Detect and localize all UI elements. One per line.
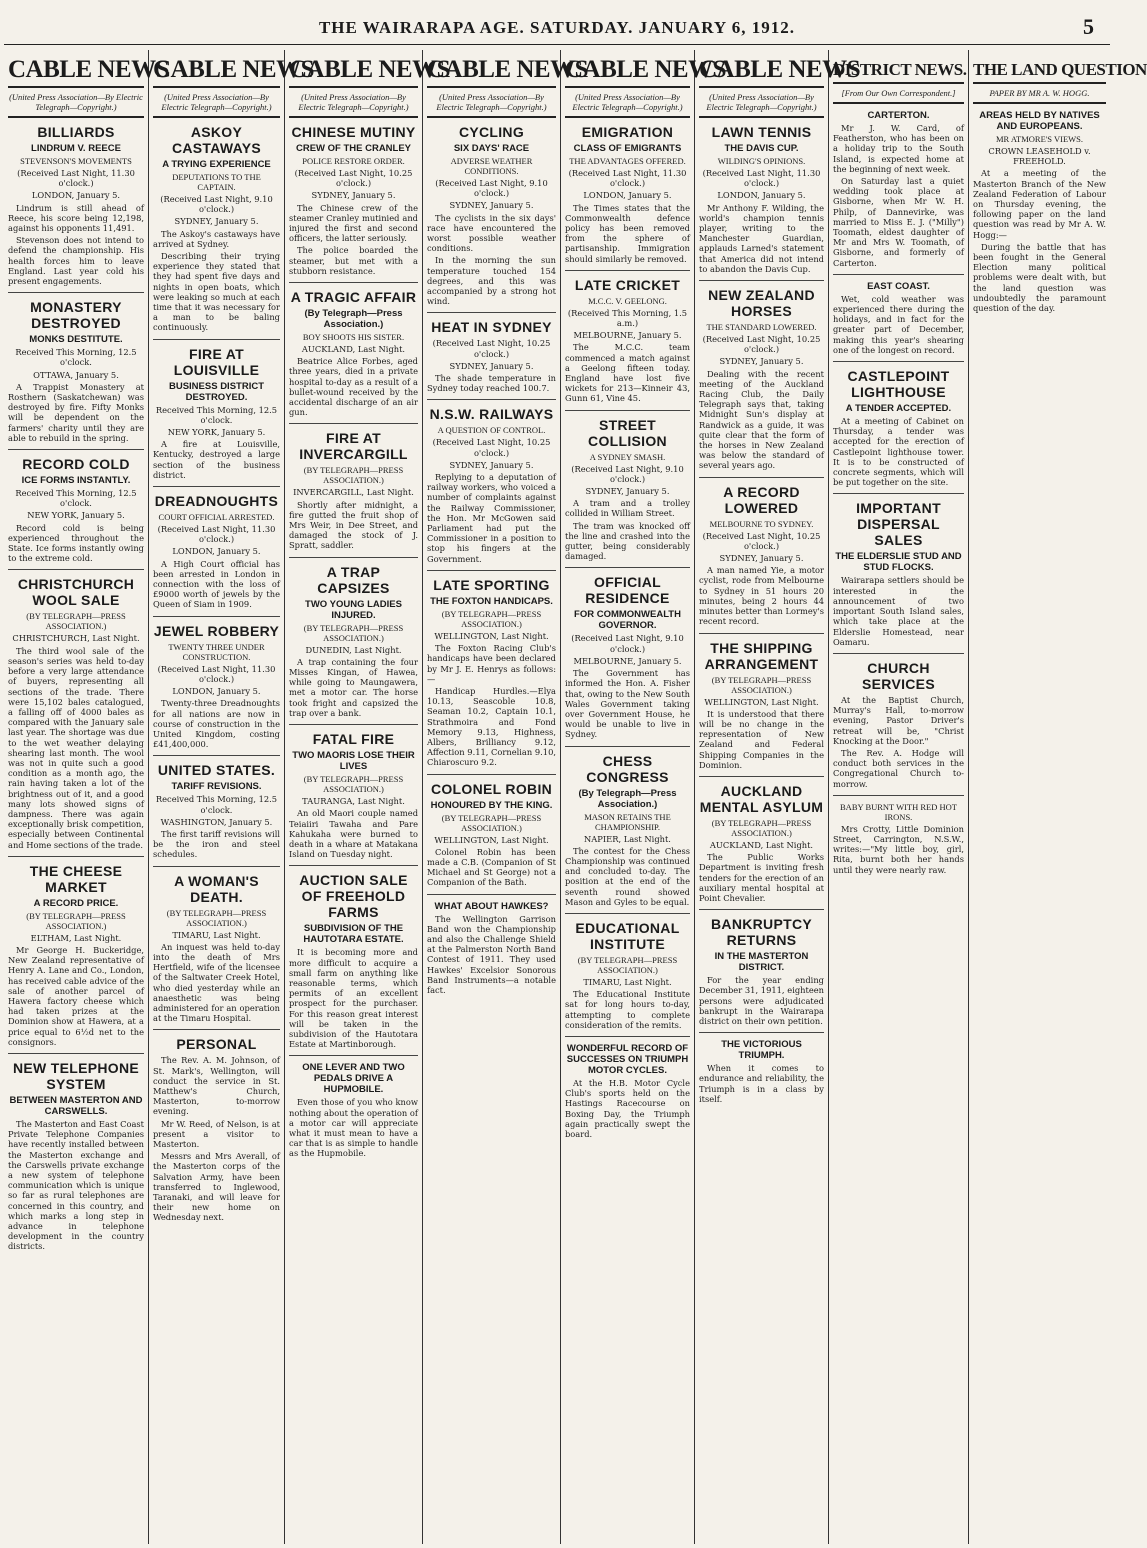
article-kicker: (BY TELEGRAPH—PRESS ASSOCIATION.) (26, 910, 126, 931)
article (833, 110, 964, 275)
article (8, 299, 144, 450)
article-kicker: BABY BURNT WITH RED HOT IRONS. (840, 801, 957, 822)
article-subheadline: CREW OF THE CRANLEY (295, 143, 412, 154)
article (8, 1060, 144, 1258)
article-paragraph: DUNEDIN, Last Night. (305, 644, 402, 655)
article-headline: A RECORD LOWERED (723, 483, 800, 516)
article-paragraph: Handicap Hurdles.—Elya 10.13, Seascoble 10.8, Seaman 10.2, Captain 10.1, Strathmoira and Fond Memory 9.13, Highness, Albers, Brilliancy 9.12, Affection 9.11, Cornelian 9.10, Chiaroscuro 9.2. (427, 685, 556, 768)
column-byline: (United Press Association—By Electric Telegraph—Copyright.) (699, 92, 824, 118)
article (153, 873, 280, 1031)
article-headline: A TRAGIC AFFAIR (290, 289, 417, 306)
article-subheadline: WONDERFUL RECORD OF SUCCESSES ON TRIUMPH MOTOR CYCLES. (566, 1042, 689, 1076)
article-paragraph: At the Baptist Church, Murray's Hall, to-morrow evening, Pastor Driver's retreat will be, "Christ Knocking at the Door." (833, 694, 964, 746)
column-2 (149, 50, 315, 1544)
column-3 (285, 50, 451, 1544)
article-kicker: (BY TELEGRAPH—PRESS ASSOCIATION.) (441, 608, 542, 629)
column-7 (829, 50, 969, 1544)
article-headline: CHESS CONGRESS (586, 752, 669, 785)
article (427, 124, 556, 313)
article-subheadline: TARIFF REVISIONS. (171, 781, 262, 793)
article-kicker: BOY SHOOTS HIS SISTER. (302, 332, 405, 343)
column-byline: (United Press Association—By Electric Telegraph—Copyright.) (153, 92, 280, 118)
article (565, 417, 690, 569)
article-headline: LATE SPORTING (433, 576, 550, 593)
article-headline: CYCLING (458, 124, 525, 140)
article-headline: FIRE AT INVERCARGILL (299, 430, 408, 463)
article-headline: DREADNOUGHTS (154, 493, 279, 510)
article (289, 872, 418, 1056)
article-subheadline: ONE LEVER AND TWO PEDALS DRIVE A HUPMOBILE. (302, 1062, 405, 1096)
article-paragraph: (Received Last Night, 10.25 o'clock.) (432, 338, 551, 359)
article-paragraph: Messrs and Mrs Averall, of the Masterton corps of the Salvation Army, have been transferred to Inglewood, Taranaki, and will leave for their new home on Wednesday next. (153, 1151, 280, 1223)
article-paragraph: Received This Morning, 12.5 o'clock. (155, 794, 278, 815)
column-heading: CABLE NEWS (565, 50, 690, 88)
article-paragraph: The cyclists in the six days' race have encountered the worst possible weather conditions. (427, 212, 556, 254)
article-paragraph: Mr Anthony F. Wilding, the world's champion tennis player, writing to the Manchester Guardian, applauds Larned's statement that America did not intend to abandon the Davis Cup. (699, 202, 824, 274)
article-paragraph: (Received Last Night, 9.10 o'clock.) (571, 633, 684, 654)
article-headline: JEWEL ROBBERY (153, 622, 280, 639)
article (565, 124, 690, 271)
article (289, 1062, 418, 1164)
article-paragraph: Replying to a deputation of railway workers, who voiced a number of complaints against the Railway Commissioner, the Hon. Mr McGowen said Parliament had put the Commissioner in a position to stop his fingers at the Government. (427, 472, 556, 564)
article (289, 564, 418, 725)
article (8, 456, 144, 570)
article-headline: HEAT IN SYDNEY (431, 319, 552, 336)
article (427, 577, 556, 775)
article-paragraph: (Received Last Night, 10.25 o'clock.) (702, 334, 821, 355)
article-paragraph: SYDNEY, January 5. (449, 459, 534, 470)
article-subheadline: THE DAVIS CUP. (724, 143, 799, 154)
article-subheadline: A TENDER ACCEPTED. (845, 403, 952, 415)
article-paragraph: MELBOURNE, January 5. (573, 330, 682, 341)
article-kicker: (BY TELEGRAPH—PRESS ASSOCIATION.) (166, 907, 267, 928)
article (699, 124, 824, 281)
column-heading: DISTRICT NEWS. (833, 50, 964, 84)
masthead-rule (4, 44, 1110, 45)
article (153, 493, 280, 617)
article-paragraph: Dealing with the recent meeting of the Auckland Racing Club, the Daily Telegraph says that, taking Midnight Sun's display at Randwick as a guide, it was quite clear that the form of the horses in New Zealand was below the standard of several years ago. (699, 368, 824, 471)
article-headline: IMPORTANT DISPERSAL SALES (856, 500, 941, 549)
article-paragraph: (Received Last Night, 10.25 o'clock.) (294, 168, 413, 189)
column-1 (4, 50, 170, 1544)
article-paragraph: NEW YORK, January 5. (27, 510, 125, 521)
article (427, 319, 556, 400)
article-paragraph: (Received Last Night, 9.10 o'clock.) (435, 178, 548, 199)
article-paragraph: At the H.B. Motor Cycle Club's sports held on the Hastings Racecourse on Boxing Day, the Triumph again practically swept the board. (565, 1077, 690, 1139)
article (699, 783, 824, 910)
article-paragraph: Beatrice Alice Forbes, aged three years, died in a private hospital to-day as a result of a bullet-wound received by the accidental discharge of an air gun. (289, 356, 418, 418)
column-heading: CABLE NEWS (289, 50, 418, 88)
article-paragraph: (Received This Morning, 1.5 a.m.) (567, 307, 688, 329)
article-subheadline: A TRYING EXPERIENCE (162, 159, 271, 170)
article-paragraph: NEW YORK, January 5. (167, 427, 266, 438)
article-paragraph: A Trappist Monastery at Rosthern (Saskatchewan) was destroyed by fire. Fifty Monks will be dependent on the farmers' charity until they are able to rebuild in the spring. (8, 381, 144, 443)
article (289, 124, 418, 283)
article-paragraph: Record cold is being experienced throughout the State. Ice forms instantly owing to the extreme cold. (8, 522, 144, 564)
article-subheadline: (By Telegraph—Press Association.) (304, 308, 403, 331)
article-paragraph: An inquest was held to-day into the death of Mrs Hertfield, wife of the licensee of the Saltwater Creek Hotel, who died yesterday while an anaesthetic was being administered for an operation at the Timaru Hospital. (153, 941, 280, 1024)
article-paragraph: (Received Last Night, 11.30 o'clock.) (702, 168, 821, 189)
article-subheadline: THE VICTORIOUS TRIUMPH. (721, 1039, 802, 1062)
article-subheadline: A RECORD PRICE. (33, 897, 119, 909)
article-paragraph: MELBOURNE, January 5. (573, 655, 682, 666)
article-paragraph: SYDNEY, January 5. (449, 360, 534, 371)
article-subheadline: (By Telegraph—Press Association.) (578, 787, 677, 810)
article-kicker: A QUESTION OF CONTROL. (437, 425, 546, 436)
article-paragraph: (Received Last Night, 11.30 o'clock.) (568, 168, 687, 189)
column-4 (423, 50, 589, 1544)
article-paragraph: The first tariff revisions will be the iron and steel schedules. (153, 828, 280, 860)
article-paragraph: LONDON, January 5. (31, 190, 121, 201)
article-paragraph: Shortly after midnight, a fire gutted the fruit shop of Mrs Weir, in Dee Street, and damaged the stock of J. Spratt, saddler. (289, 499, 418, 551)
article-kicker: TWENTY THREE UNDER CONSTRUCTION. (168, 641, 265, 662)
article-paragraph: The Wellington Garrison Band won the Championship and also the Challenge Shield at the Palmerston North Band Contest of 1911. They used Hawkes' Excelsior Sonorous Band Instruments—a notable fact. (427, 913, 556, 995)
article-subheadline: THE ELDERSLIE STUD AND STUD FLOCKS. (835, 551, 962, 574)
article-headline: A WOMAN'S DEATH. (174, 872, 259, 905)
article-paragraph: Describing their trying experience they stated that they had spent five days and nights in open boats, which were leaking so much at each time that it was necessary for a man to be baling continuously. (153, 251, 280, 333)
article-paragraph: A man named Yie, a motor cyclist, rode from Melbourne to Sydney in 51 hours 20 minutes, being 2 hours 44 minutes better than Lormey's recent record. (699, 565, 824, 627)
article-kicker: MELBOURNE TO SYDNEY. (709, 518, 814, 529)
column-heading: CABLE NEWS (427, 50, 556, 88)
article-subheadline: TWO MAORIS LOSE THEIR LIVES (292, 750, 415, 773)
article-paragraph: The Askoy's castaways have arrived at Sydney. (153, 228, 280, 249)
article-kicker: MASON RETAINS THE CHAMPIONSHIP. (584, 811, 671, 832)
article-paragraph: Received This Morning, 12.5 o'clock. (155, 404, 278, 425)
article (699, 287, 824, 478)
article-headline: NEW TELEPHONE SYSTEM (12, 1059, 140, 1092)
article (289, 731, 418, 866)
article (973, 110, 1106, 319)
article (153, 623, 280, 757)
article-paragraph: The contest for the Chess Championship was continued and concluded to-day. The position at the end of the seventh round showed Mason and Gyles to be equal. (565, 845, 690, 907)
article-paragraph: During the battle that has been fought in the General Election many political problems were dealt with, but the land question was undoubtedly the paramount question of the day. (973, 241, 1106, 314)
column-byline: (United Press Association—By Electric Telegraph—Copyright.) (565, 92, 690, 118)
article-paragraph: (Received Last Night, 9.10 o'clock.) (160, 194, 273, 215)
article-kicker: (BY TELEGRAPH—PRESS ASSOCIATION.) (441, 812, 542, 833)
article-paragraph: LONDON, January 5. (172, 686, 261, 697)
article-paragraph: Even those of you who know nothing about the operation of a motor car will appreciate what it must mean to have a car that is as simple to handle as the Hupmobile. (289, 1097, 418, 1159)
article-paragraph: WELLINGTON, Last Night. (434, 834, 549, 845)
column-5 (561, 50, 727, 1544)
newspaper-title: THE WAIRARAPA AGE. SATURDAY. JANUARY 6, 1912. (318, 18, 796, 37)
article (153, 1036, 280, 1228)
article (8, 863, 144, 1054)
article-headline: CASTLEPOINT LIGHTHOUSE (847, 368, 950, 401)
article-subheadline: BETWEEN MASTERTON AND CARSWELLS. (9, 1094, 143, 1117)
article-paragraph: (Received Last Night, 11.30 o'clock.) (157, 524, 276, 545)
column-6 (695, 50, 861, 1544)
column-byline: (United Press Association—By Electric Telegraph—Copyright.) (427, 92, 556, 118)
article-paragraph: LONDON, January 5. (172, 546, 261, 557)
article-headline: OFFICIAL RESIDENCE (585, 574, 670, 607)
article-kicker: POLICE RESTORE ORDER. (302, 156, 405, 166)
article-subheadline: SUBDIVISION OF THE HAUTOTARA ESTATE. (303, 923, 404, 946)
article-paragraph: (Received Last Night, 11.30 o'clock.) (17, 168, 135, 189)
article-paragraph: The tram was knocked off the line and crashed into the gutter, being considerably damaged. (565, 520, 690, 562)
article-paragraph: CROWN LEASEHOLD v. FREEHOLD. (988, 146, 1091, 167)
article (699, 640, 824, 777)
article-headline: BANKRUPTCY RETURNS (711, 916, 812, 949)
article-kicker: M.C.C. V. GEELONG. (588, 295, 667, 306)
page-number: 5 (1083, 14, 1094, 39)
article-kicker: THE ADVANTAGES OFFERED. (569, 156, 686, 166)
article-kicker: (BY TELEGRAPH—PRESS ASSOCIATION.) (303, 622, 404, 643)
article-headline: CHRISTCHURCH WOOL SALE (17, 576, 135, 609)
article-paragraph: SYDNEY, January 5. (719, 553, 804, 564)
article-paragraph: Lindrum is still ahead of Reece, his score being 12,198, against his opponents 11,491. (8, 202, 144, 234)
article-headline: COLONEL ROBIN (430, 780, 553, 797)
column-heading: CABLE NEWS (699, 50, 824, 88)
article-paragraph: At a meeting of Cabinet on Thursday, a tender was accepted for the erection of Castlepoint lighthouse tower. It is to be constructed of concrete segments, which will be put together on the site. (833, 416, 964, 488)
article-subheadline: WHAT ABOUT HAWKES? (434, 900, 549, 912)
masthead (0, 0, 1114, 46)
article-paragraph: Mrs Crotty, Little Dominion Street, Carrington, N.S.W., writes:—"My little boy, girl, Rita, burnt both her hands until they were nearly raw. (833, 823, 964, 875)
article (565, 920, 690, 1037)
article-subheadline: AREAS HELD BY NATIVES AND EUROPEANS. (979, 110, 1100, 132)
article-subheadline: EAST COAST. (867, 280, 930, 292)
article-paragraph: TIMARU, Last Night. (583, 976, 672, 987)
article-kicker: (BY TELEGRAPH—PRESS ASSOCIATION.) (711, 817, 812, 838)
article-paragraph: LONDON, January 5. (717, 190, 806, 201)
article-paragraph: ELTHAM, Last Night. (30, 932, 122, 943)
article-paragraph: A fire at Louisville, Kentucky, destroyed a large section of the business district. (153, 439, 280, 480)
column-byline: (United Press Association—By Electric Telegraph—Copyright.) (8, 92, 144, 118)
article-paragraph: TAURANGA, Last Night. (302, 796, 405, 807)
article-subheadline: CARTERTON. (867, 110, 930, 121)
article (565, 753, 690, 914)
article-paragraph: The third wool sale of the season's series was held to-day before a very large attendance of buyers, representing all sections of the trade. There were 15,102 bales catalogued, a falling off of 4000 bales as compared with the January sale last year. The shortage was due to the wet weather delaying shearing last month. The wool was not in quite such a good condition as a month ago, the rain having taken a lot of the brightness out of it, and a good many lots showed signs of dampness. There was again exceptionally brisk competition, especially between Continental and Home sections of the trade. (8, 645, 144, 850)
article-subheadline: CLASS OF EMIGRANTS (573, 143, 682, 154)
article-paragraph: The Government has informed the Hon. A. Fisher that, owing to the New South Wales Government taking over Government House, he would be unable to live in Sydney. (565, 668, 690, 740)
article-paragraph: In the morning the sun temperature touched 154 degrees, and this was accompanied by a strong hot wind. (427, 255, 556, 307)
column-byline: [From Our Own Correspondent.] (833, 88, 964, 104)
article-paragraph: (Received Last Night, 10.25 o'clock.) (702, 530, 821, 551)
article (289, 289, 418, 424)
article-headline: THE CHEESE MARKET (29, 862, 123, 895)
article (833, 500, 964, 653)
article-kicker: MR ATMORE'S VIEWS. (995, 134, 1084, 144)
article-paragraph: (Received Last Night, 11.30 o'clock.) (157, 663, 276, 684)
article-paragraph: A tram and a trolley collided in William Street. (565, 498, 690, 519)
article (699, 484, 824, 634)
article-paragraph: INVERCARGILL, Last Night. (293, 487, 414, 498)
article (427, 901, 556, 1002)
article (833, 802, 964, 881)
article-headline: PERSONAL (176, 1036, 257, 1053)
article-paragraph: Wairarapa settlers should be interested in the announcement of two important South Island sales, which take place at the Elderslie Homestead, near Oamaru. (833, 575, 964, 647)
article-headline: RECORD COLD (22, 456, 130, 473)
article-headline: UNITED STATES. (157, 762, 276, 779)
article-paragraph: Mr J. W. Card, of Featherston, who has been on a holiday trip to the South Island, is expected home at the beginning of next week. (833, 123, 964, 174)
column-byline: PAPER BY MR A. W. HOGG. (973, 88, 1106, 104)
article (565, 574, 690, 746)
article-headline: AUCTION SALE OF FREEHOLD FARMS (299, 872, 408, 921)
article-paragraph: The Foxton Racing Club's handicaps have been declared by Mr J. E. Henrys as follows:— (427, 643, 556, 684)
article-paragraph: SYDNEY, January 5. (449, 200, 534, 211)
article-paragraph: The Educational Institute sat for long hours to-day, attempting to complete consideration of the remits. (565, 989, 690, 1030)
article-kicker: A SYDNEY SMASH. (589, 451, 666, 462)
article-paragraph: A trap containing the four Misses Kingan, of Hawea, while going to Maungawera, met a motor car. The horse took fright and capsized the trap over a bank. (289, 656, 418, 718)
article-paragraph: It is becoming more and more difficult to acquire a small farm on anything like reasonable terms, which permits of an excellent prospect for the purchaser. For this reason great interest will be taken in the subdivision of the Hautotara Estate at Martinborough. (289, 947, 418, 1050)
article-paragraph: SYDNEY, January 5. (174, 216, 259, 227)
article-headline: CHURCH SERVICES (862, 659, 935, 692)
article-subheadline: SIX DAYS' RACE (453, 143, 530, 154)
article-subheadline: IN THE MASTERTON DISTRICT. (714, 951, 809, 974)
article-paragraph: SYDNEY, January 5. (719, 356, 804, 367)
article (699, 916, 824, 1033)
article-headline: EMIGRATION (581, 124, 674, 140)
article-paragraph: The police boarded the steamer, but met with a stubborn resistance. (289, 245, 418, 276)
article-kicker: (BY TELEGRAPH—PRESS ASSOCIATION.) (577, 954, 678, 975)
article-headline: THE SHIPPING ARRANGEMENT (704, 639, 819, 672)
column-heading: CABLE NEWS (8, 50, 144, 88)
article-paragraph: For the year ending December 31, 1911, eighteen persons were adjudicated bankrupt in the Wairarapa district on their own petition. (699, 975, 824, 1026)
article-paragraph: Wet, cold weather was experienced there during the holidays, and in fact for the greater part of December, making this year's shearing one of the longest on record. (833, 293, 964, 355)
article-paragraph: The Public Works Department is inviting fresh tenders for the erection of an auxiliary mental hospital at Point Chevalier. (699, 852, 824, 903)
article-paragraph: Received This Morning, 12.5 o'clock. (15, 347, 137, 368)
article-paragraph: AUCKLAND, Last Night. (301, 344, 406, 355)
article (565, 1043, 690, 1145)
article-paragraph: WELLINGTON, Last Night. (434, 630, 549, 641)
article-paragraph: The Rev. A. Hodge will conduct both services in the Congregational Church to-morrow. (833, 747, 964, 789)
article-subheadline: THE FOXTON HANDICAPS. (430, 595, 553, 607)
article-headline: STREET COLLISION (588, 416, 667, 449)
article-subheadline: HONOURED BY THE KING. (430, 799, 553, 811)
article-paragraph: A High Court official has been arrested in London in connection with the loss of £9000 worth of jewels by the Queen of Siam in 1909. (153, 558, 280, 610)
columns-area (4, 50, 1147, 1544)
article-kicker: (BY TELEGRAPH—PRESS ASSOCIATION.) (26, 611, 126, 632)
article-paragraph: Mr George H. Buckeridge, New Zealand representative of Henry A. Lane and Co., London, has received cable advice of the sale of another parcel of Hawera factory cheese which had taken prizes at the Dominion show at Hawera, at a price equal to 6½d net to the consignors. (8, 944, 144, 1047)
article-headline: EDUCATIONAL INSTITUTE (575, 919, 680, 952)
article-paragraph: NAPIER, Last Night. (584, 833, 671, 844)
article-paragraph: The Times states that the Commonwealth defence policy has been removed from the sphere of partisanship. Immigration should similarly be removed. (565, 202, 690, 264)
article (833, 281, 964, 362)
article-headline: NEW ZEALAND HORSES (708, 287, 815, 320)
article-paragraph: Received This Morning, 12.5 o'clock. (15, 488, 137, 509)
article-headline: ASKOY CASTAWAYS (171, 124, 262, 156)
article (427, 781, 556, 895)
article-paragraph: The M.C.C. team commenced a match against a Geelong fifteen today. England have lost five wickets for 213—Kinneir 43, Gunn 61, Vine 45. (565, 342, 690, 404)
article-paragraph: Mr W. Reed, of Nelson, is at present a visitor to Masterton. (153, 1118, 280, 1149)
article-kicker: (BY TELEGRAPH—PRESS ASSOCIATION.) (303, 465, 404, 486)
article (8, 124, 144, 293)
article-paragraph: The Chinese crew of the steamer Cranley mutinied and injured the first and second officers, the latter seriously. (289, 202, 418, 244)
article-paragraph: It is understood that there will be no change in the representation of New Zealand and Federal Shipping Companies in the Dominion. (699, 708, 824, 770)
article-subheadline: BUSINESS DISTRICT DESTROYED. (168, 380, 264, 403)
article-kicker: DEPUTATIONS TO THE CAPTAIN. (172, 172, 261, 192)
article-paragraph: WASHINGTON, January 5. (160, 816, 273, 827)
article-paragraph: WELLINGTON, Last Night. (704, 696, 819, 707)
article-headline: AUCKLAND MENTAL ASYLUM (699, 782, 824, 815)
article-paragraph: The Masterton and East Coast Private Telephone Companies have recently installed between the Masterton exchange and the Carswells private exchange a new system of telephone communication which is unique so far as rural telephones are concerned in this country, and which marks a long step in advance in telephone development in the country districts. (8, 1118, 144, 1252)
article-paragraph: (Received Last Night, 9.10 o'clock.) (571, 463, 684, 484)
article-kicker: WILDING'S OPINIONS. (717, 156, 806, 166)
article-subheadline: TWO YOUNG LADIES INJURED. (305, 598, 402, 621)
article-paragraph: (Received Last Night, 10.25 o'clock.) (432, 437, 551, 458)
article (289, 430, 418, 557)
article-paragraph: An old Maori couple named Teiaiiri Tawaha and Pare Kahukaha were burned to death in a whare at Matakana Island on Tuesday night. (289, 808, 418, 860)
article (833, 368, 964, 494)
article-kicker: ADVERSE WEATHER CONDITIONS. (450, 156, 533, 176)
article (565, 277, 690, 411)
article-paragraph: When it comes to endurance and reliability, the Triumph is in a class by itself. (699, 1063, 824, 1104)
article-headline: BILLIARDS (37, 124, 115, 140)
article-headline: FIRE AT LOUISVILLE (173, 345, 260, 378)
article-paragraph: TIMARU, Last Night. (172, 929, 261, 940)
article-paragraph: Twenty-three Dreadnoughts for all nations are now in course of construction in the United Kingdom, costing £41,400,000. (153, 698, 280, 750)
article (153, 762, 280, 866)
article (699, 1039, 824, 1110)
article-headline: A TRAP CAPSIZES (317, 563, 390, 596)
article-headline: LATE CRICKET (574, 276, 681, 293)
article-paragraph: The Rev. A. M. Johnson, of St. Mark's, Wellington, will conduct the service in St. Matthew's Church, Masterton, to-morrow evening. (153, 1055, 280, 1117)
article-paragraph: OTTAWA, January 5. (33, 369, 119, 380)
article-paragraph: Colonel Robin has been made a C.B. (Companion of St Michael and St George) not a Companion of the Bath. (427, 846, 556, 888)
article (427, 406, 556, 570)
article-headline: N.S.W. RAILWAYS (429, 406, 554, 423)
article-kicker: (BY TELEGRAPH—PRESS ASSOCIATION.) (711, 674, 812, 695)
article-paragraph: CHRISTCHURCH, Last Night. (12, 633, 140, 644)
article-paragraph: Stevenson does not intend to defend the championship. His health forces him to leave England. Last year cold his present engagements. (8, 235, 144, 287)
article-paragraph: AUCKLAND, Last Night. (709, 839, 814, 850)
article-kicker: (BY TELEGRAPH—PRESS ASSOCIATION.) (303, 774, 404, 795)
article-paragraph: SYDNEY, January 5. (311, 190, 396, 201)
article-paragraph: The shade temperature in Sydney today reached 100.7. (427, 373, 556, 394)
article-kicker: THE STANDARD LOWERED. (706, 322, 817, 333)
article-paragraph: At a meeting of the Masterton Branch of the New Zealand Federation of Labour on Thursday evening, the following paper on the land question was read by Mr A. W. Hogg:— (973, 168, 1106, 240)
article-paragraph: SYDNEY, January 5. (585, 486, 670, 497)
column-heading: THE LAND QUESTION (973, 50, 1106, 84)
article-subheadline: LINDRUM V. REECE (31, 143, 121, 154)
article-kicker: STEVENSON'S MOVEMENTS (20, 156, 132, 166)
article-subheadline: FOR COMMONWEALTH GOVERNOR. (574, 609, 681, 632)
article-subheadline: MONKS DESTITUTE. (29, 334, 123, 346)
column-byline: (United Press Association—By Electric Telegraph—Copyright.) (289, 92, 418, 118)
article-kicker: COURT OFFICIAL ARRESTED. (158, 512, 275, 523)
article (153, 346, 280, 487)
article-subheadline: ICE FORMS INSTANTLY. (21, 475, 131, 487)
column-8 (969, 50, 1147, 1544)
article-paragraph: LONDON, January 5. (583, 190, 672, 201)
article (8, 576, 144, 856)
article (153, 124, 280, 340)
article-headline: CHINESE MUTINY (291, 124, 416, 140)
article-paragraph: On Saturday last a quiet wedding took place at Gisborne, when Mr W. H. Philp, of Dannevirke, was married to Miss E. J. ("Milly") Toomath, eldest daughter of Mr and Mrs W. Toomath, of Gisborne, and formerly of Carterton. (833, 176, 964, 268)
article-headline: MONASTERY DESTROYED (30, 299, 122, 332)
column-heading: CABLE NEWS (153, 50, 280, 88)
article-headline: LAWN TENNIS (711, 124, 812, 140)
article (833, 660, 964, 796)
article-headline: FATAL FIRE (312, 731, 395, 748)
